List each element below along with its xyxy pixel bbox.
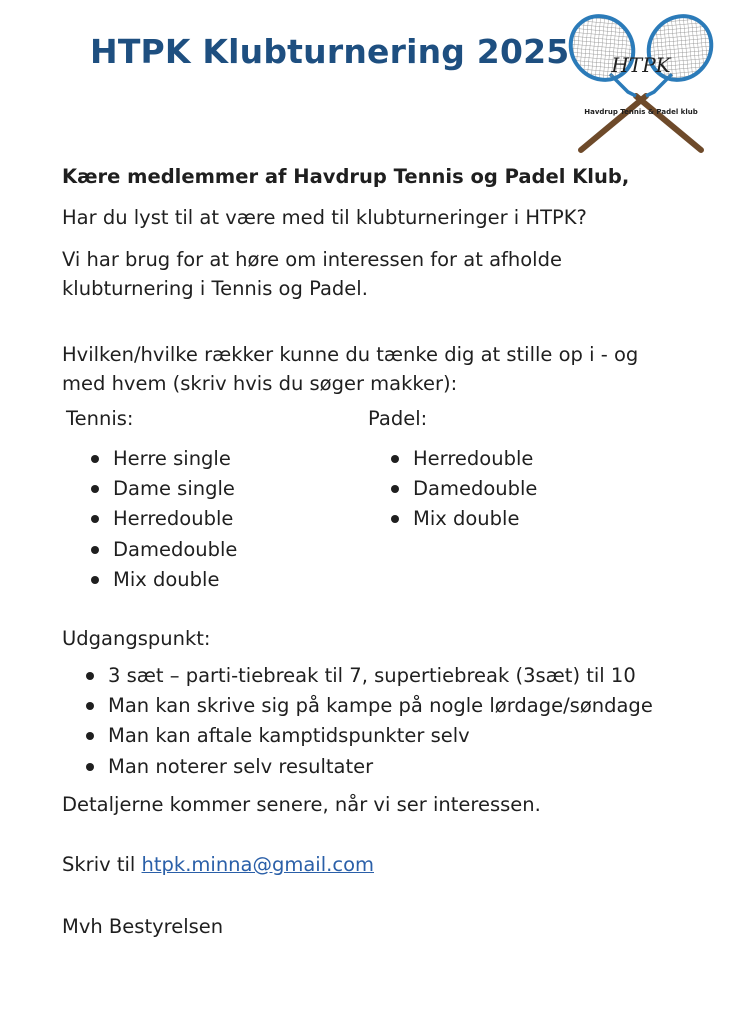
logo-initials: HTPK [611,53,671,77]
list-item: Herredouble [91,504,237,534]
tennis-list [91,444,237,595]
list-item: Damedouble [391,474,537,504]
logo-caption: Havdrup Tennis & Padel klub [584,108,698,116]
question-text: Har du lyst til at være med til klubturneringer i HTPK? [62,206,587,229]
contact-prefix: Skriv til [62,853,136,876]
greeting: Kære medlemmer af Havdrup Tennis og Padel Klub, [62,165,630,188]
list-item: Mix double [391,504,537,534]
tennis-heading: Tennis: [66,407,134,430]
details-text: Detaljerne kommer senere, når vi ser interessen. [62,793,541,816]
list-item: Damedouble [91,535,237,565]
list-item: Mix double [91,565,237,595]
list-item: Man kan aftale kamptidspunkter selv [86,721,653,751]
which-rows-text: Hvilken/hvilke rækker kunne du tænke dig at stille op i - og med hvem (skriv hvis du søger makker): [62,343,639,395]
list-item: Man noterer selv resultater [86,752,653,782]
interest-text: Vi har brug for at høre om interessen for at afholde klubturnering i Tennis og Padel. [62,248,562,300]
list-item: 3 sæt – parti-tiebreak til 7, supertiebreak (3sæt) til 10 [86,661,653,691]
contact-line [62,850,374,879]
padel-list [391,444,537,535]
padel-heading: Padel: [368,407,428,430]
tennis-rackets-icon [566,10,716,158]
signoff: Mvh Bestyrelsen [62,915,224,938]
club-logo [566,10,716,158]
udgangspunkt-heading: Udgangspunkt: [62,627,211,650]
list-item: Herre single [91,444,237,474]
udgangspunkt-list [86,661,653,782]
page-title: HTPK Klubturnering 2025 [90,32,570,71]
list-item: Dame single [91,474,237,504]
list-item: Man kan skrive sig på kampe på nogle lørdage/søndage [86,691,653,721]
list-item: Herredouble [391,444,537,474]
email-link[interactable]: htpk.minna@gmail.com [141,853,374,876]
